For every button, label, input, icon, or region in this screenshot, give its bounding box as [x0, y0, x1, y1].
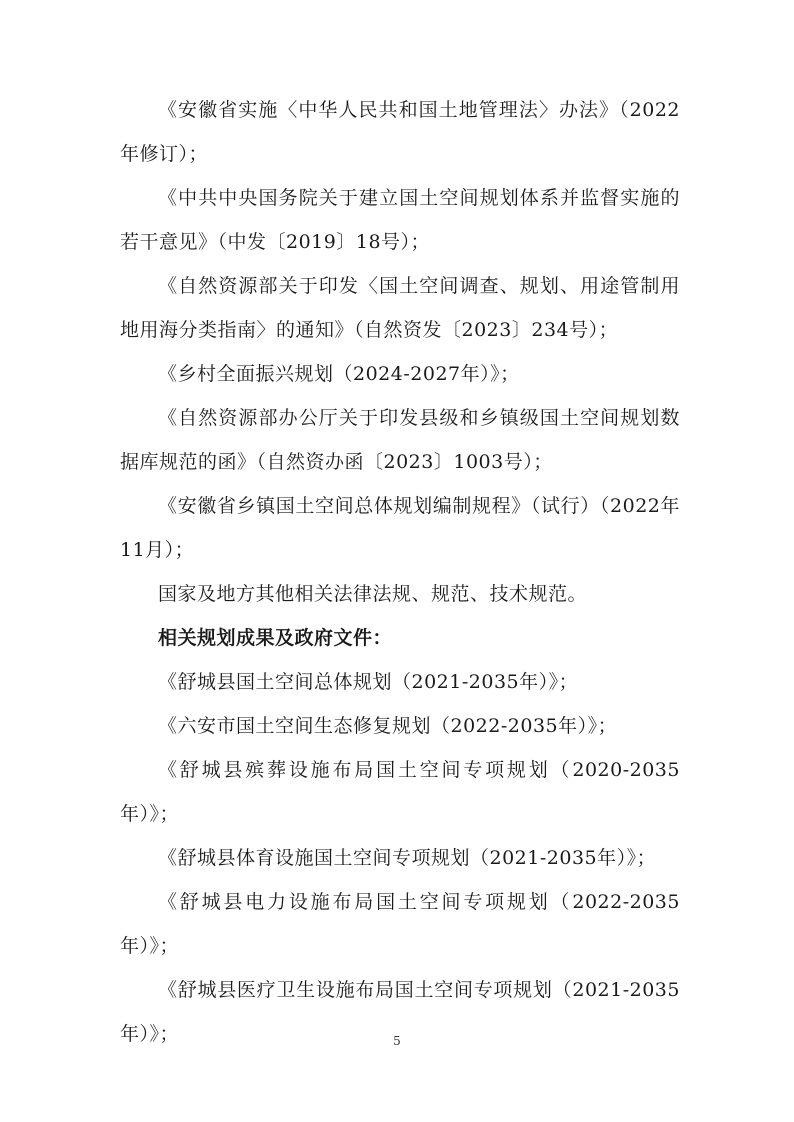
paragraph-township-planning-rules: 《安徽省乡镇国土空间总体规划编制规程》（试行）（2022年11月）；: [120, 495, 680, 561]
paragraph-other-regulations: 国家及地方其他相关法律法规、规范、技术规范。: [158, 583, 588, 605]
paragraph-medical-facilities-plan: 《舒城县医疗卫生设施布局国土空间专项规划（2021-2035年）》；: [120, 979, 680, 1045]
paragraph-rural-revitalization: 《乡村全面振兴规划（2024-2027年）》；: [158, 363, 520, 385]
paragraph-land-use-classification: 《自然资源部关于印发〈国土空间调查、规划、用途管制用地用海分类指南〉的通知》（自然资发〔2023〕234号）；: [120, 275, 680, 341]
paragraph-planning-system-opinion: 《中共中央国务院关于建立国土空间规划体系并监督实施的若干意见》（中发〔2019〕18号）；: [120, 187, 680, 253]
paragraph-land-law-measures: 《安徽省实施〈中华人民共和国土地管理法〉办法》（2022年修订）；: [120, 99, 680, 165]
paragraph-sports-facilities-plan: 《舒城县体育设施国土空间专项规划（2021-2035年）》；: [158, 847, 657, 869]
document-body: [120, 88, 680, 1056]
section-heading-related-plans: 相关规划成果及政府文件：: [158, 627, 393, 649]
paragraph-power-facilities-plan: 《舒城县电力设施布局国土空间专项规划（2022-2035年）》；: [120, 891, 680, 957]
paragraph-shucheng-master-plan: 《舒城县国土空间总体规划（2021-2035年）》；: [158, 671, 579, 693]
paragraph-luan-ecological-restoration: 《六安市国土空间生态修复规划（2022-2035年）》；: [158, 715, 618, 737]
paragraph-database-specification: 《自然资源部办公厅关于印发县级和乡镇级国土空间规划数据库规范的函》（自然资办函〔2023〕1003号）；: [120, 407, 680, 473]
paragraph-funeral-facilities-plan: 《舒城县殡葬设施布局国土空间专项规划（2020-2035年）》；: [120, 759, 680, 825]
page-number: 5: [393, 1034, 401, 1048]
